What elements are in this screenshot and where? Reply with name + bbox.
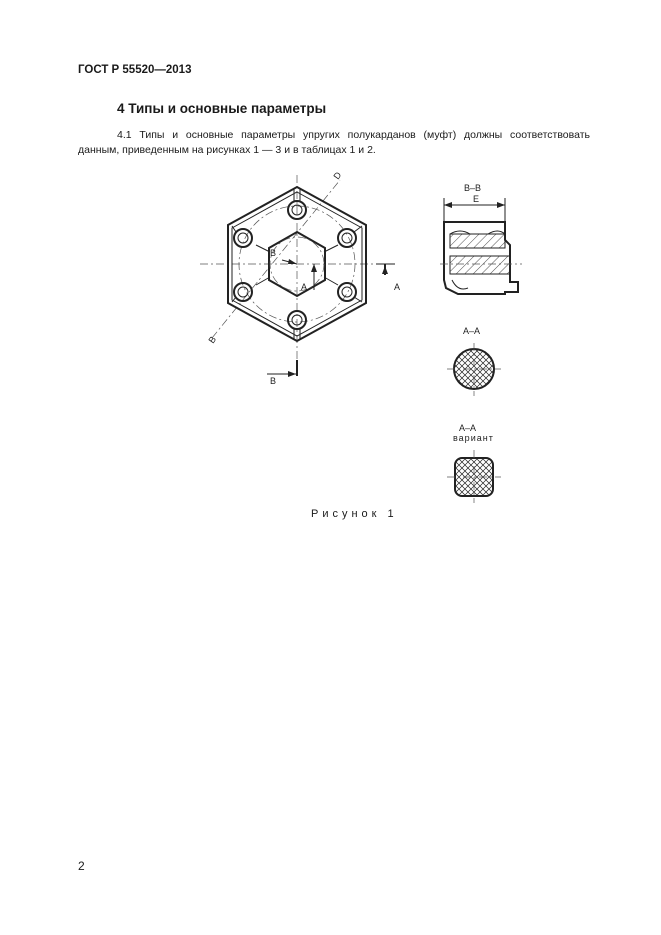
label-a-right: A bbox=[394, 282, 401, 292]
label-diag-bottom: B bbox=[206, 334, 219, 346]
label-view-aa-2: A–A bbox=[459, 423, 477, 433]
coupling-front-view bbox=[200, 175, 395, 377]
label-b-bottom: B bbox=[270, 376, 277, 386]
label-a-center: A bbox=[301, 282, 308, 292]
figure-caption: Рисунок 1 bbox=[311, 508, 398, 520]
paragraph-4-1: 4.1 Типы и основные параметры упругих полукарданов (муфт) должны соответствовать данным, приведенным на рисунках 1 — 3 и в таблицах 1 и 2. bbox=[78, 129, 590, 156]
label-diag-top: D bbox=[331, 170, 344, 182]
label-variant: вариант bbox=[453, 433, 494, 443]
label-view-aa: A–A bbox=[463, 326, 481, 336]
page-number: 2 bbox=[78, 859, 85, 873]
section-title: 4 Типы и основные параметры bbox=[117, 101, 327, 116]
section-aa-square-variant bbox=[447, 450, 501, 503]
section-aa-round bbox=[447, 343, 501, 396]
section-bb-view bbox=[440, 198, 522, 294]
document-header: ГОСТ Р 55520—2013 bbox=[78, 64, 192, 76]
label-b-top: B bbox=[270, 248, 277, 258]
label-view-bb: B–B bbox=[464, 183, 482, 193]
label-dim-e: E bbox=[473, 194, 480, 204]
